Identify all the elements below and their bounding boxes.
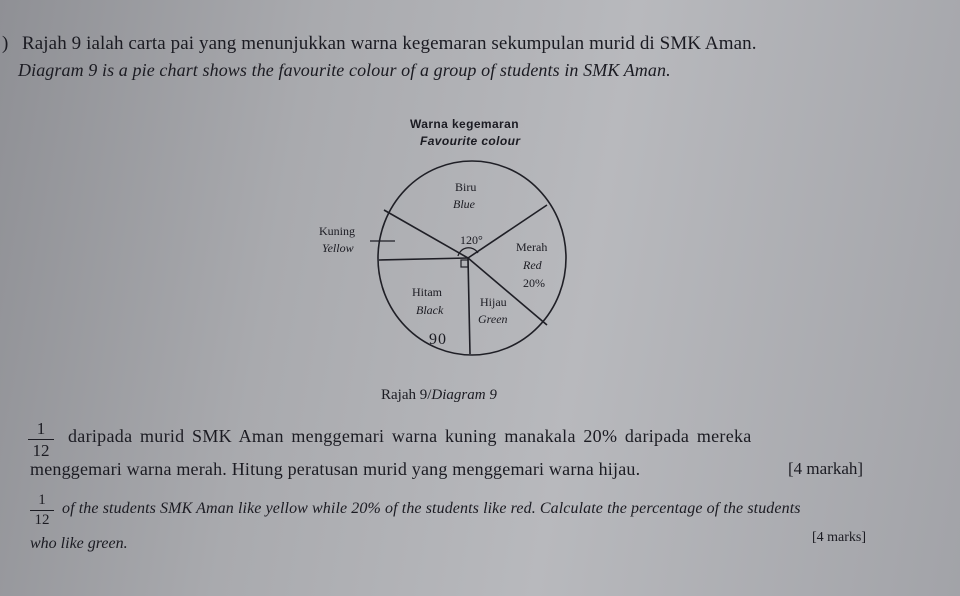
fraction-numerator: 1: [38, 492, 46, 508]
blue-label-malay: Biru: [455, 180, 477, 194]
green-label-english: Green: [478, 312, 508, 326]
yellow-label-english: Yellow: [322, 241, 354, 255]
question-marker: ): [2, 33, 9, 54]
green-label-malay: Hijau: [480, 295, 507, 309]
blue-label-english: Blue: [453, 197, 475, 211]
yellow-label-malay: Kuning: [319, 224, 355, 238]
fraction-one-twelfth-malay: [28, 420, 54, 459]
pie-radius-black-yellow: [379, 258, 468, 260]
marks-english: [4 marks]: [812, 530, 867, 545]
part2-text-line1: of the students SMK Aman like yellow while 20% of the students like red. Calculate the percentage of the students: [62, 500, 801, 517]
part2-text-line2: who like green.: [30, 535, 128, 552]
black-label-english: Black: [416, 303, 444, 317]
red-label-malay: Merah: [516, 240, 548, 254]
part1-text-line2: menggemari warna merah. Hitung peratusan murid yang menggemari warna hijau.: [30, 459, 641, 479]
fraction-one-twelfth-english: [30, 493, 54, 528]
question-text-malay: Rajah 9 ialah carta pai yang menunjukkan warna kegemaran sekumpulan murid di SMK Aman.: [22, 33, 757, 54]
diagram-caption: [381, 387, 497, 404]
fraction-bar: [30, 510, 54, 511]
angle-label: 120°: [460, 233, 483, 247]
part1-text-line1: daripada murid SMK Aman menggemari warna kuning manakala 20% daripada mereka: [68, 426, 752, 446]
fraction-numerator: 1: [36, 419, 46, 438]
pie-radius-blue-yellow: [384, 210, 468, 258]
caption-english: Diagram 9: [431, 387, 497, 403]
pie-chart: [300, 160, 600, 380]
caption-malay: Rajah 9/: [381, 387, 432, 403]
fraction-bar: [28, 439, 54, 440]
right-angle-mark: [461, 260, 468, 267]
black-handwritten-value: 90: [429, 331, 447, 348]
chart-title-malay: Warna kegemaran: [410, 117, 519, 131]
red-label-english: Red: [523, 258, 542, 272]
pie-radius-green-black: [468, 258, 470, 354]
marks-malay: [4 markah]: [788, 459, 864, 478]
red-value: 20%: [523, 276, 545, 290]
question-text-english: Diagram 9 is a pie chart shows the favourite colour of a group of students in SMK Aman.: [18, 60, 671, 80]
fraction-denominator: 12: [34, 512, 50, 528]
chart-title-english: Favourite colour: [420, 134, 521, 148]
fraction-denominator: 12: [32, 441, 50, 460]
black-label-malay: Hitam: [412, 285, 442, 299]
